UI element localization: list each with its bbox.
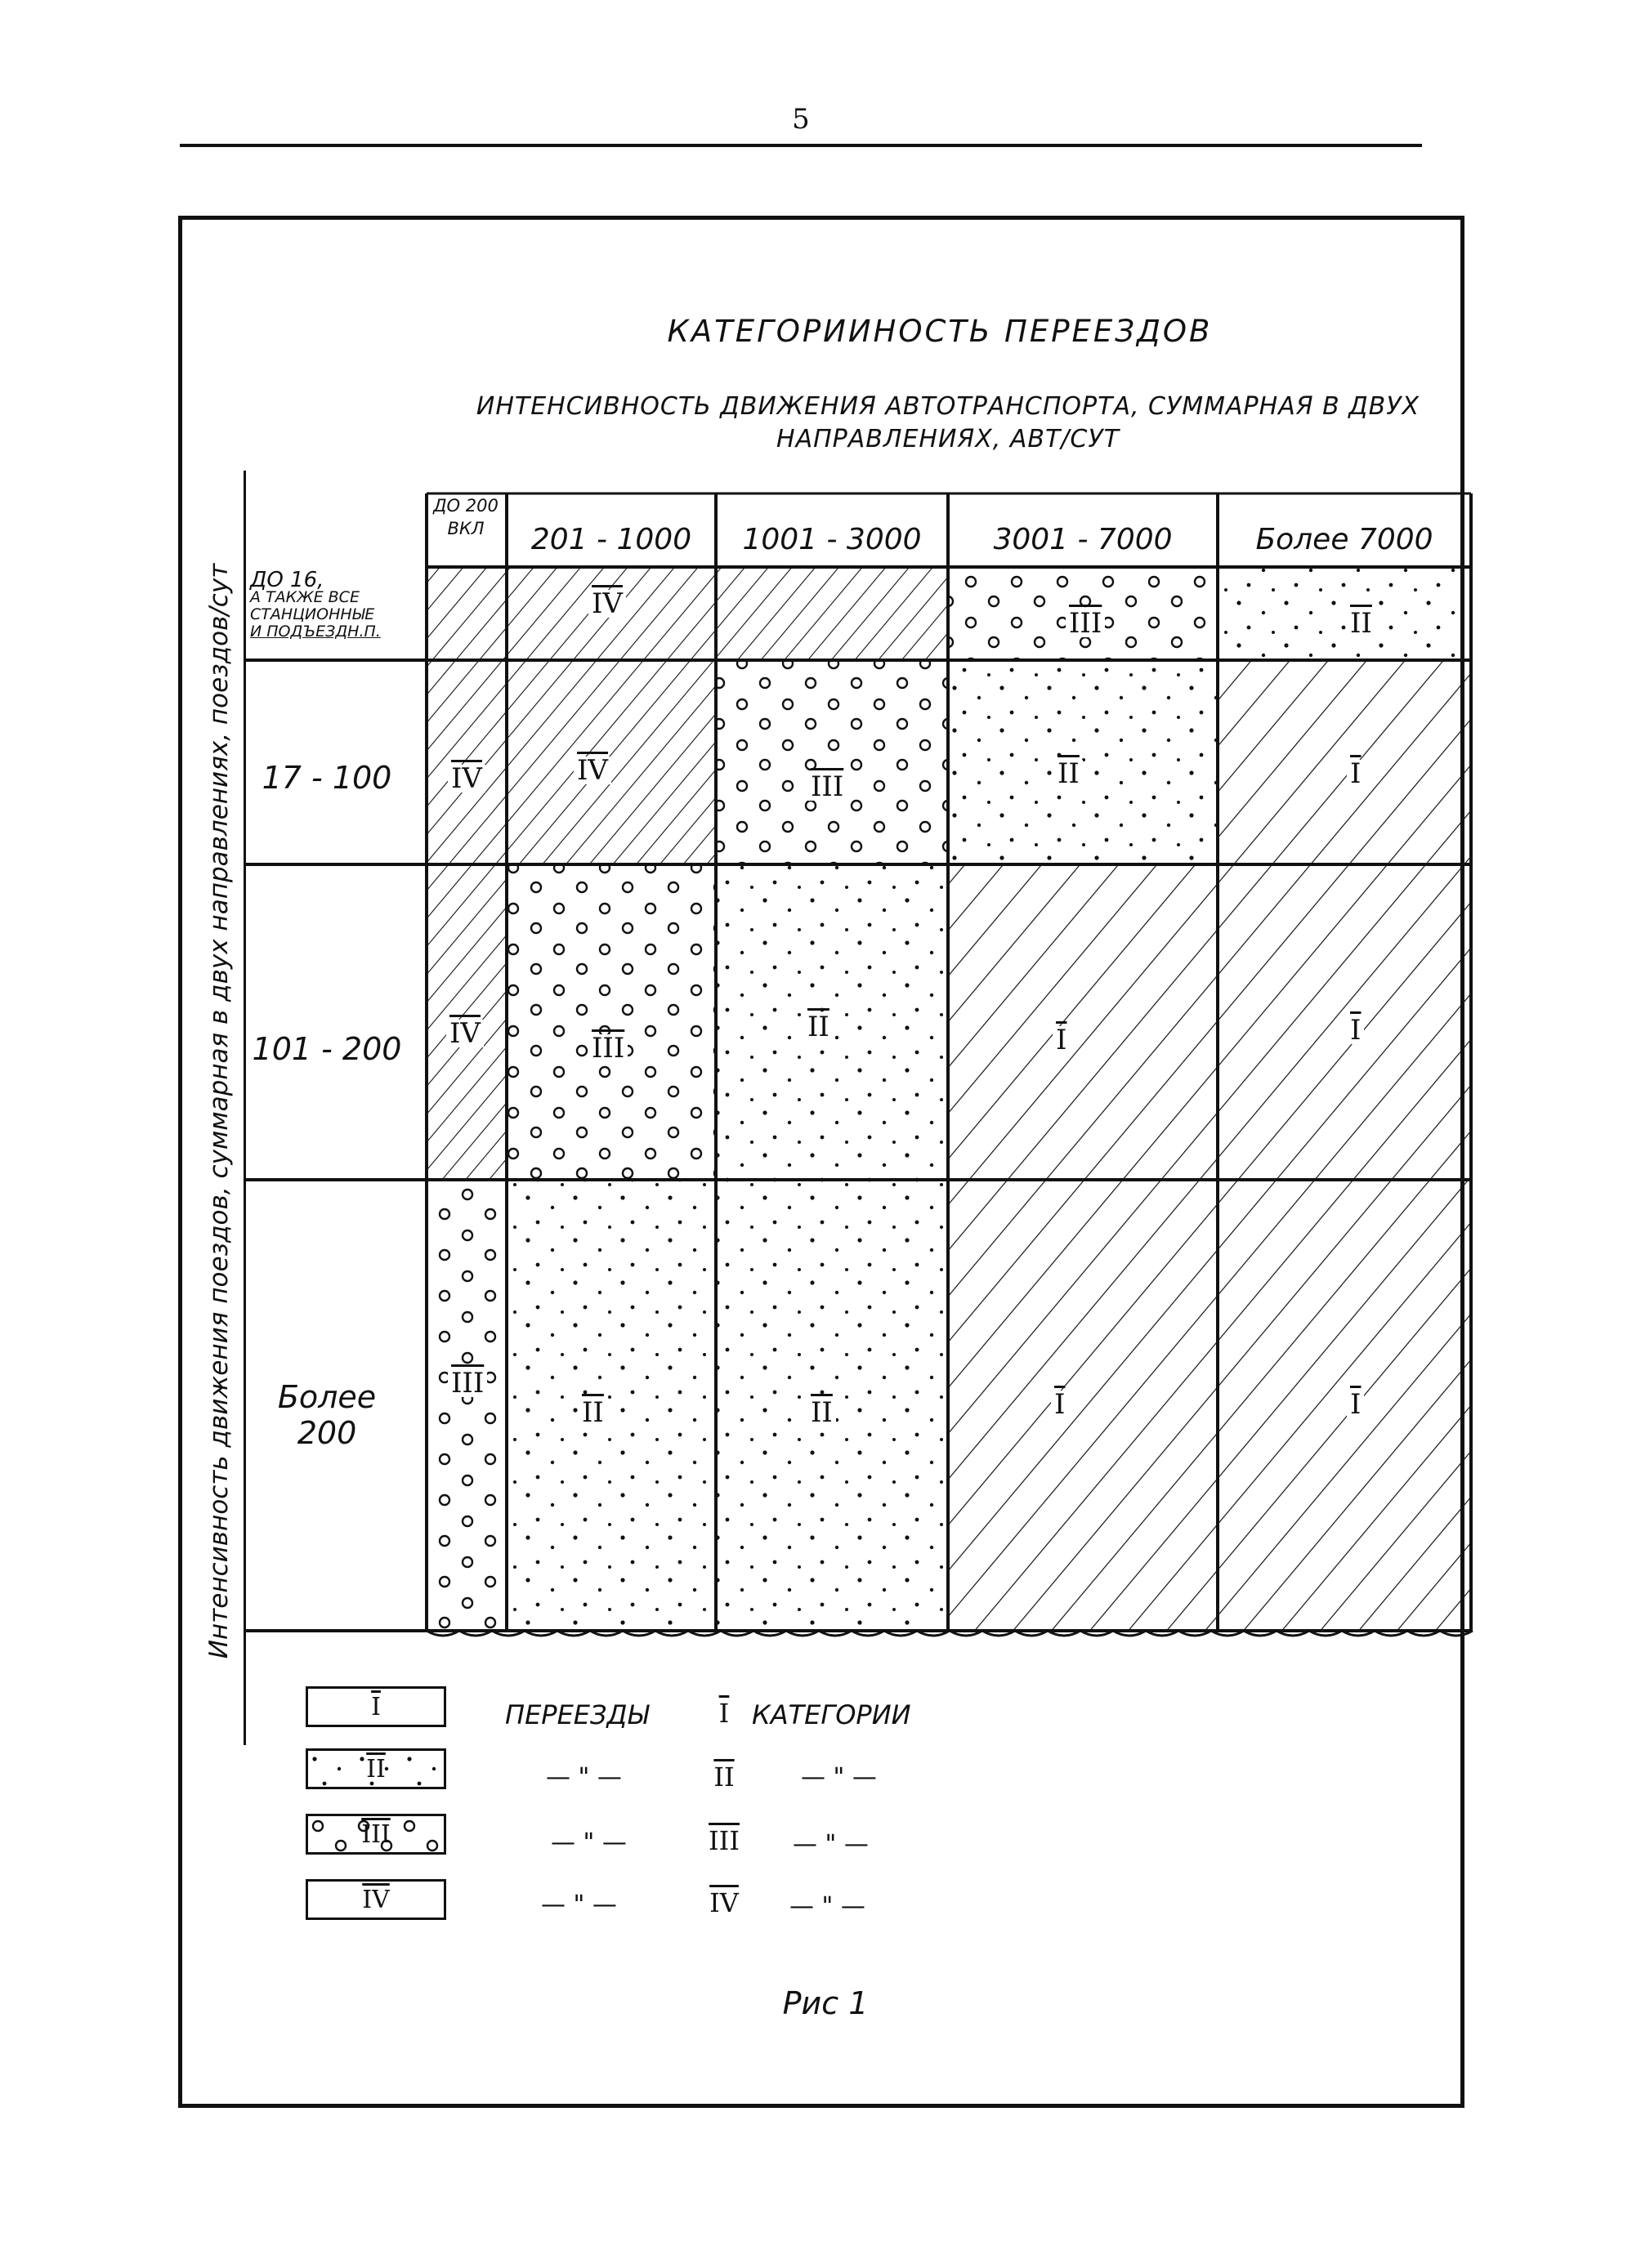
cell-0-0 xyxy=(427,567,507,660)
col-header-4: Более 7000 xyxy=(1255,523,1433,556)
legend-swatch-label-3: $\overline{III}$ xyxy=(361,1820,391,1849)
legend-swatch-2 xyxy=(306,1748,446,1789)
row-label-0-line-2: СТАНЦИОННЫЕ xyxy=(250,605,375,623)
cell-1-3 xyxy=(948,660,1218,864)
cell-2-3 xyxy=(948,864,1218,1180)
row-label-0-line-3: И ПОДЪЕЗДН.П. xyxy=(250,623,381,641)
col-header-3: 3001 - 7000 xyxy=(993,523,1173,556)
cell-3-1 xyxy=(507,1180,716,1631)
legend-ditto-4b: — " — xyxy=(789,1892,865,1921)
legend-swatch-1 xyxy=(306,1686,446,1727)
page-number: 5 xyxy=(792,103,810,136)
figure-subtitle: ИНТЕНСИВНОСТЬ ДВИЖЕНИЯ АВТОТРАНСПОРТА, СУММАРНАЯ В ДВУХ НАПРАВЛЕНИЯХ, АВТ/СУТ xyxy=(476,392,1420,453)
cell-label-1-3: $\overline{II}$ xyxy=(1054,760,1083,788)
figure-caption: Рис 1 xyxy=(782,1985,869,2021)
legend-ditto-2b: — " — xyxy=(801,1763,877,1792)
legend-crossings-word: ПЕРЕЕЗДЫ xyxy=(505,1699,649,1730)
row-label-2: 101 - 200 xyxy=(252,1031,402,1067)
row-label-0 xyxy=(250,568,414,641)
cell-label-1-2: $\overline{III}$ xyxy=(807,773,847,801)
row-label-1: 17 - 100 xyxy=(262,760,392,796)
cell-label-3-2: $\overline{II}$ xyxy=(807,1399,836,1426)
legend-category-word: КАТЕГОРИИ xyxy=(752,1699,911,1730)
cell-label-2-0: $\overline{IV}$ xyxy=(446,1020,484,1047)
col-header-1: 201 - 1000 xyxy=(530,523,692,556)
cell-label-1-1: $\overline{IV}$ xyxy=(574,757,611,784)
cell-0-4 xyxy=(1218,567,1471,660)
cell-label-2-4: $\overline{I}$ xyxy=(1347,1016,1364,1044)
legend-ditto-3a: — " — xyxy=(551,1828,627,1857)
cell-label-3-4: $\overline{I}$ xyxy=(1347,1391,1364,1418)
col-header-2: 1001 - 3000 xyxy=(742,523,922,556)
legend-ditto-2a: — " — xyxy=(546,1763,622,1792)
col-header-0: ДО 200 ВКЛ xyxy=(433,496,499,538)
cell-3-4 xyxy=(1218,1180,1471,1631)
cell-label-0-3: $\overline{III}$ xyxy=(1066,609,1105,637)
legend-cat-1: $\overline{I}$ xyxy=(718,1698,730,1729)
legend-ditto-3b: — " — xyxy=(793,1830,869,1859)
cell-label-0-1: $\overline{IV}$ xyxy=(588,590,626,618)
cell-0-2 xyxy=(716,567,948,660)
legend-cat-2: $\overline{II}$ xyxy=(713,1761,735,1793)
figure-title: КАТЕГОРИИНОСТЬ ПЕРЕЕЗДОВ xyxy=(667,314,1213,349)
legend-swatch-label-2: $\overline{II}$ xyxy=(366,1755,386,1784)
cell-label-3-3: $\overline{I}$ xyxy=(1051,1391,1068,1418)
cell-label-1-0: $\overline{IV}$ xyxy=(448,765,485,792)
legend-swatch-4 xyxy=(306,1879,446,1920)
legend-swatch-label-1: $\overline{I}$ xyxy=(371,1693,381,1721)
cell-label-3-0: $\overline{III}$ xyxy=(448,1369,487,1397)
row-label-0-line-1: А ТАКЖЕ ВСЕ xyxy=(250,588,360,606)
cell-1-4 xyxy=(1218,660,1471,864)
cell-3-0 xyxy=(427,1180,507,1631)
cell-label-0-4: $\overline{II}$ xyxy=(1347,609,1375,637)
cell-3-3 xyxy=(948,1180,1218,1631)
cell-label-3-1: $\overline{II}$ xyxy=(579,1399,607,1426)
legend-swatch-3 xyxy=(306,1814,446,1855)
cell-2-1 xyxy=(507,864,716,1180)
legend-cat-4: $\overline{IV}$ xyxy=(709,1887,739,1918)
cell-1-1 xyxy=(507,660,716,864)
y-axis-label: Интенсивность движения поездов, суммарная в двух направлениях, поездов/сут xyxy=(204,563,234,1659)
legend-swatch-label-4: $\overline{IV}$ xyxy=(362,1886,390,1914)
cell-label-2-1: $\overline{III}$ xyxy=(588,1034,628,1062)
row-label-3: Более 200 xyxy=(277,1379,377,1451)
cell-label-2-3: $\overline{I}$ xyxy=(1053,1026,1070,1054)
legend-ditto-4a: — " — xyxy=(541,1891,617,1919)
cell-label-2-2: $\overline{II}$ xyxy=(804,1013,833,1041)
cell-label-1-4: $\overline{I}$ xyxy=(1347,760,1364,788)
cell-2-4 xyxy=(1218,864,1471,1180)
row-label-0-line-0: ДО 16, xyxy=(250,568,324,592)
cell-1-2 xyxy=(716,660,948,864)
legend-cat-3: $\overline{III}$ xyxy=(709,1825,740,1856)
